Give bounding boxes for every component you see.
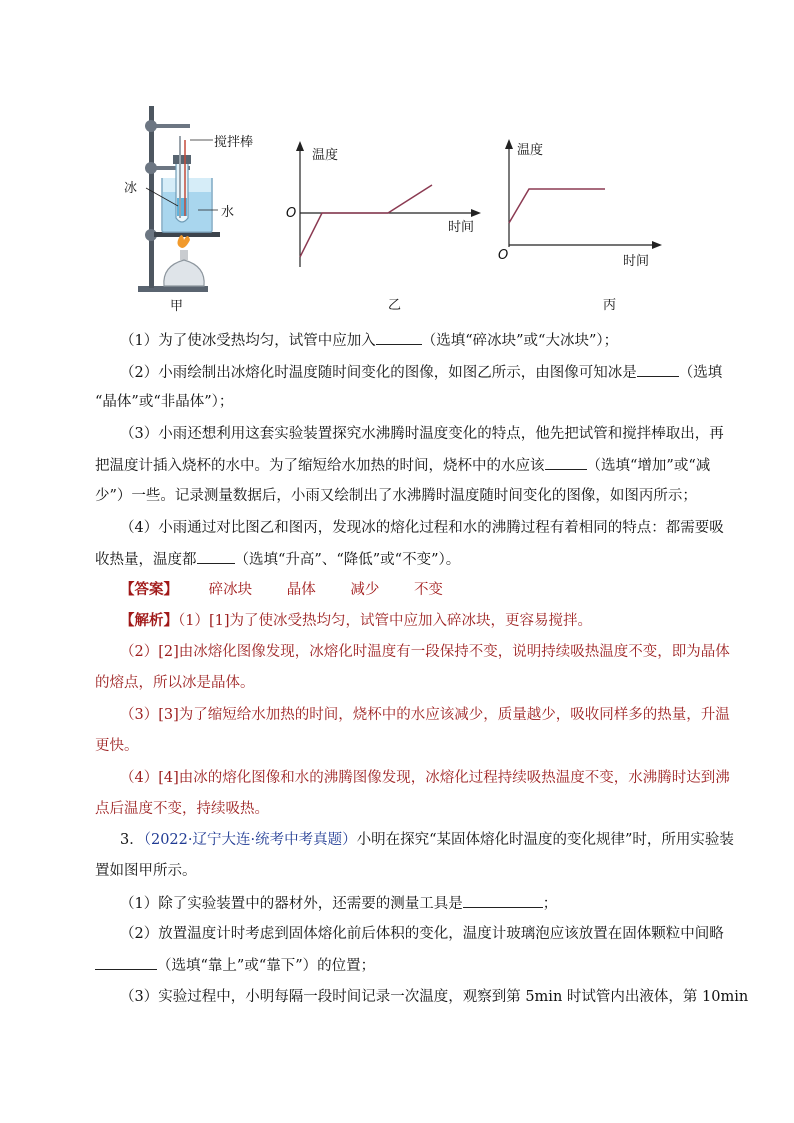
- y-axis-arrow: [505, 139, 513, 149]
- analysis-4: （4）[4]由冰的熔化图像和水的沸腾图像发现，冰熔化过程持续吸热温度不变，水沸腾时达到沸: [120, 770, 730, 786]
- label-ice: 冰: [124, 181, 138, 196]
- figure-jia-apparatus: [118, 100, 278, 315]
- analysis-2: （2）[2]由冰熔化图像发现，冰熔化时温度有一段保持不变，说明持续吸热温度不变，即为晶体: [120, 644, 730, 660]
- bing-ylabel: 温度: [517, 143, 544, 158]
- yi-xlabel: 时间: [448, 220, 475, 235]
- answer-item: 不变: [413, 582, 443, 598]
- problem-3-stem: 3．（2022·辽宁大连·统考中考真题）小明在探究“某固体熔化时温度的变化规律”时，所用实验装: [120, 832, 734, 848]
- y-axis-arrow: [296, 141, 304, 151]
- answer-blank: [637, 362, 679, 377]
- answer-blank: [376, 330, 422, 345]
- stand-pole: [149, 106, 154, 288]
- label-water: 水: [221, 205, 235, 220]
- question-4-cont: 收热量，温度都 （选填“升高”、“降低”或“不变”）。: [95, 549, 705, 570]
- yi-origin: O: [286, 206, 297, 221]
- analysis-3: （3）[3]为了缩短给水加热的时间，烧杯中的水应该减少，质量越少，吸收同样多的热量，升温: [120, 707, 730, 723]
- stopper: [173, 155, 191, 164]
- question-1: （1）为了使冰受热均匀，试管中应加入 （选填“碎冰块”或“大冰块”）；: [120, 330, 730, 351]
- bing-xlabel: 时间: [623, 254, 650, 269]
- answer-row: [120, 580, 730, 600]
- problem-3-q2-cont: （选填“靠上”或“靠下”）的位置；: [95, 955, 705, 976]
- answer-blank: [197, 549, 235, 564]
- question-3-cont: 把温度计插入烧杯的水中。为了缩短给水加热的时间，烧杯中的水应该 （选填“增加”或“减: [95, 455, 705, 476]
- answer-label: 【答案】: [120, 581, 178, 598]
- answer-item: 晶体: [286, 582, 316, 598]
- figure-bing-graph: [495, 135, 675, 315]
- caption-jia: 甲: [170, 299, 184, 314]
- label-stirrer: 搅拌棒: [214, 135, 254, 150]
- answer-item: 减少: [350, 582, 380, 598]
- question-3-cont2: 少”）一些。记录测量数据后，小雨又绘制出了水沸腾时温度随时间变化的图像，如图丙所示；: [95, 488, 697, 504]
- analysis-2-cont: 的熔点，所以冰是晶体。: [95, 675, 255, 691]
- stand-base: [138, 286, 208, 292]
- caption-bing: 丙: [603, 298, 617, 313]
- problem-3-q2: （2）放置温度计时考虑到固体熔化前后体积的变化，温度计玻璃泡应该放置在固体颗粒中间略: [120, 926, 724, 942]
- alcohol-lamp: [164, 260, 204, 286]
- answer-blank: [463, 893, 543, 908]
- x-axis-arrow: [652, 241, 662, 249]
- analysis-label: 【解析】: [120, 612, 178, 629]
- question-2: （2）小雨绘制出冰熔化时温度随时间变化的图像，如图乙所示，由图像可知冰是 （选填: [120, 362, 730, 383]
- answer-blank: [95, 955, 157, 970]
- problem-3-q3: （3）实验过程中，小明每隔一段时间记录一次温度，观察到第 5min 时试管内出液体，第 10min: [120, 989, 749, 1005]
- analysis-3-cont: 更快。: [95, 738, 139, 754]
- analysis-1: 【解析】（1）[1]为了使冰受热均匀，试管中应加入碎冰块，更容易搅拌。: [120, 612, 593, 629]
- question-4: （4）小雨通过对比图乙和图丙，发现冰的熔化过程和水的沸腾过程有着相同的特点：都需要吸: [120, 520, 724, 536]
- problem-3-stem-cont: 置如图甲所示。: [95, 863, 197, 879]
- question-3: （3）小雨还想利用这套实验装置探究水沸腾时温度变化的特点，他先把试管和搅拌棒取出，再: [120, 426, 724, 442]
- answer-blank: [545, 455, 587, 470]
- boiling-curve: [509, 189, 605, 223]
- problem-source: （2022·辽宁大连·统考中考真题）: [143, 832, 357, 848]
- caption-yi: 乙: [388, 298, 402, 313]
- question-2-cont: “晶体”或“非晶体”）；: [95, 394, 234, 410]
- analysis-4-cont: 点后温度不变，持续吸热。: [95, 801, 269, 817]
- x-axis-arrow: [471, 209, 481, 217]
- melting-curve: [300, 185, 432, 257]
- problem-3-q1: （1）除了实验装置中的器材外，还需要的测量工具是 ；: [120, 893, 730, 914]
- yi-ylabel: 温度: [312, 148, 339, 163]
- bing-origin: O: [498, 248, 509, 263]
- figure-yi-graph: [282, 135, 492, 315]
- answer-item: 碎冰块: [208, 582, 253, 598]
